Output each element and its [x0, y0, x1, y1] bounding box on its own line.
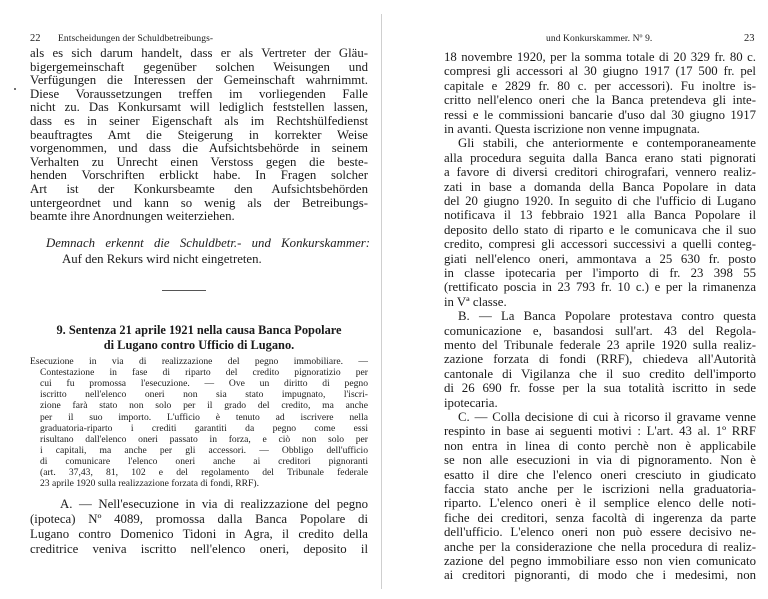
- summary-line: cui fu promossa l'esecuzione. — Ove un diritto di pegno: [40, 378, 368, 390]
- body-line: 18 novembre 1920, per la somma totale di 20 329 fr. 80 c.: [444, 50, 756, 64]
- body-line: in Vª classe.: [444, 294, 507, 309]
- body-line: non entra in linea di conto perchè non è applicabile: [444, 438, 756, 453]
- paragraph-line: beauftragtes Amt die Steigerung in korrekter Weise: [30, 127, 368, 142]
- paragraph-line: vorgenommen, und dass die Aufsichtsbehörde in seinem: [30, 141, 368, 156]
- summary-line: Contestazione in fase di riparto del credito pignoratizio per: [40, 367, 368, 379]
- body-line: in classe ipotecaria per l'importo di fr. 23 398 55: [444, 266, 756, 280]
- body-line: C. — Colla decisione di cui à ricorso il gravame venne: [458, 410, 756, 424]
- summary-line: Esecuzione in via di realizzazione del pegno immobiliare. —: [30, 356, 368, 367]
- paragraph-line: als es sich darum handelt, dass er als Vertreter der Gläu-: [30, 46, 368, 60]
- body-line: fiche dei creditori, senza facoltà di ingerenza da parte: [444, 510, 756, 525]
- right-running-head: und Konkurskammer. Nº 9.: [546, 34, 653, 44]
- body-line: (rettificato poscia in 23 793 fr. 10 c.) e per la rimanenza: [444, 280, 756, 295]
- paragraph-line: Diese Voraussetzungen treffen im vorliegenden Falle: [30, 86, 368, 101]
- summary-line: zione farà stato non solo per il grado del credito, ma anche: [40, 400, 368, 412]
- paragraph-line: bigergemeinschaft gegenüber solchen Weisungen und: [30, 59, 368, 74]
- body-line: critto nell'elenco oneri che la Banca pretendeva gli inte-: [444, 93, 756, 108]
- section-a-line: (ipoteca) Nº 4089, promossa dalla Banca Popolare di: [30, 512, 368, 526]
- body-line: anche per la considerazione che nella procedura di realiz-: [444, 539, 756, 554]
- body-line: cantonale di Vigilanza che il suo credito dell'importo: [444, 366, 756, 381]
- body-line: zazione forzata di fondi (RRF), chiedeva all'Autorità: [444, 352, 756, 367]
- body-line: se non alle esecuzioni in via di pignoramento. Non è: [444, 453, 756, 468]
- summary-line: iscritto nell'elenco oneri non sia stato impugnato, l'iscri-: [40, 389, 368, 401]
- section-a-line: Lugano contro Domenico Tidoni in Agra, il credito della: [30, 527, 368, 541]
- body-line: comunicazione e, basandosi sull'art. 43 del Regola-: [444, 323, 756, 338]
- body-line: respinto in base ai seguenti motivi : L'art. 43 al. 1º RRF: [444, 424, 756, 439]
- body-line: zazione del pegno immobiliare esso non vien comunicato: [444, 554, 756, 568]
- body-line: zati in base a domanda della Banca Popolare in data: [444, 179, 756, 194]
- right-page: [388, 0, 768, 599]
- paragraph-line: Art ist der Konkursbeamte den Aufsichtsbehörden: [30, 182, 368, 196]
- body-line: in avanti. Questa iscrizione non venne impugnata.: [444, 122, 700, 136]
- paragraph-line: henden Vorschriften erblickt habe. In Fragen solcher: [30, 168, 368, 183]
- body-line: deposito dello stato di riparto e le comunicava che il suo: [444, 222, 756, 237]
- section-a-line: creditrice veniva iscritto nell'elenco oneri, deposito il: [30, 542, 368, 556]
- body-line: ressi e le commissioni bancarie d'uso dal 30 giugno 1917: [444, 107, 756, 122]
- body-line: di 26 690 fr. fosse per la sua totalità iscritto in sede: [444, 381, 756, 396]
- summary-line: per il suo importo. L'ufficio è tenuto ad iscrivere nella: [40, 411, 368, 423]
- body-line: esatto il dire che l'elenco oneri cresciuto in giudicato: [444, 467, 756, 482]
- margin-mark: [14, 88, 16, 90]
- body-line: B. — La Banca Popolare protestava contro questa: [458, 309, 756, 324]
- decision-line: Demnach erkennt die Schuldbetr.- und Konkurskammer:: [46, 236, 370, 250]
- body-line: riparto. L'elenco oneri è il semplice elenco delle noti-: [444, 496, 756, 511]
- body-line: compresi gli accessori al 30 giugno 1917 (17 500 fr. pel: [444, 64, 756, 79]
- body-line: faccia stato anche per le iscrizioni nella graduatoria-: [444, 482, 756, 496]
- body-line: a favore di diversi creditori chirografari, vennero realiz-: [444, 165, 756, 180]
- summary-line: 23 aprile 1920 sulla realizzazione forzata di fondi, RRF).: [40, 478, 259, 490]
- summary-line: graduatoria-riparto i crediti garantiti da pegno come essi: [40, 422, 368, 434]
- page-gutter: [381, 14, 382, 589]
- body-line: dell'ufficio. L'elenco oneri non può essere decisivo ne-: [444, 525, 756, 540]
- case-heading-line: 9. Sentenza 21 aprile 1921 nella causa Banca Popolare: [56, 323, 342, 337]
- summary-line: risultano dall'elenco oneri passato in forza, e ciò non solo per: [40, 433, 368, 445]
- left-page: [0, 0, 380, 599]
- body-line: notificava il 13 febbraio 1921 alla Banca Popolare il: [444, 208, 756, 223]
- left-running-head: Entscheidungen der Schuldbetreibungs-: [58, 34, 214, 44]
- summary-line: (art. 37,43, 81, 102 e del regolamento del Tribunale federale: [40, 467, 368, 478]
- paragraph-line: Verhalten zu Unrecht einen Verstoss gegen die beste-: [30, 154, 368, 169]
- body-line: capitale e 2829 fr. 80 c. per accessori). Fu inoltre is-: [444, 78, 756, 93]
- paragraph-line: dass es in seiner Eigenschaft als im Rechtshülfedienst: [30, 114, 368, 128]
- body-line: del 20 giugno 1920. In seguito di che l'ufficio di Lugano: [444, 194, 756, 208]
- summary-line: i capitali, ma anche per gli accessori. — Obbligo dell'ufficio: [40, 444, 368, 456]
- body-line: giati nell'elenco oneri, ammontava a 25 630 fr. posto: [444, 251, 756, 266]
- section-a-line: A. — Nell'esecuzione in via di realizzazione del pegno: [60, 497, 368, 511]
- body-line: alla procedura seguita dalla Banca erano stati pignorati: [444, 150, 756, 165]
- paragraph-line: nicht zu. Das Konkursamt will lediglich feststellen lassen,: [30, 100, 368, 115]
- case-heading-line: di Lugano contro Ufficio di Lugano.: [103, 338, 295, 352]
- paragraph-line: untergeordnet und kann so wenig als der Betreibungs-: [30, 195, 368, 210]
- paragraph-line: beamte ihre Anordnungen weiterziehen.: [30, 209, 235, 224]
- section-rule: [162, 290, 206, 291]
- body-line: mento del Tribunale federale 23 aprile 1920 sulla realiz-: [444, 338, 756, 352]
- ruling-line: Auf den Rekurs wird nicht eingetreten.: [62, 252, 262, 266]
- body-line: ipotecaria.: [444, 395, 498, 410]
- left-page-number: 22: [30, 33, 41, 44]
- right-page-number: 23: [744, 33, 755, 44]
- summary-line: di comunicare l'elenco oneri anche ai creditori pignoranti: [40, 455, 368, 467]
- body-line: ai creditori pignoranti, di modo che i medesimi, non: [444, 568, 756, 583]
- paragraph-line: Verfügungen die Interessen der Gemeinschaft wahrnimmt.: [30, 73, 368, 88]
- body-line: Gli stabili, che anteriormente e contemporaneamente: [458, 136, 756, 151]
- body-line: credito, compresi gli accessori successivi a quelli conteg-: [444, 237, 756, 252]
